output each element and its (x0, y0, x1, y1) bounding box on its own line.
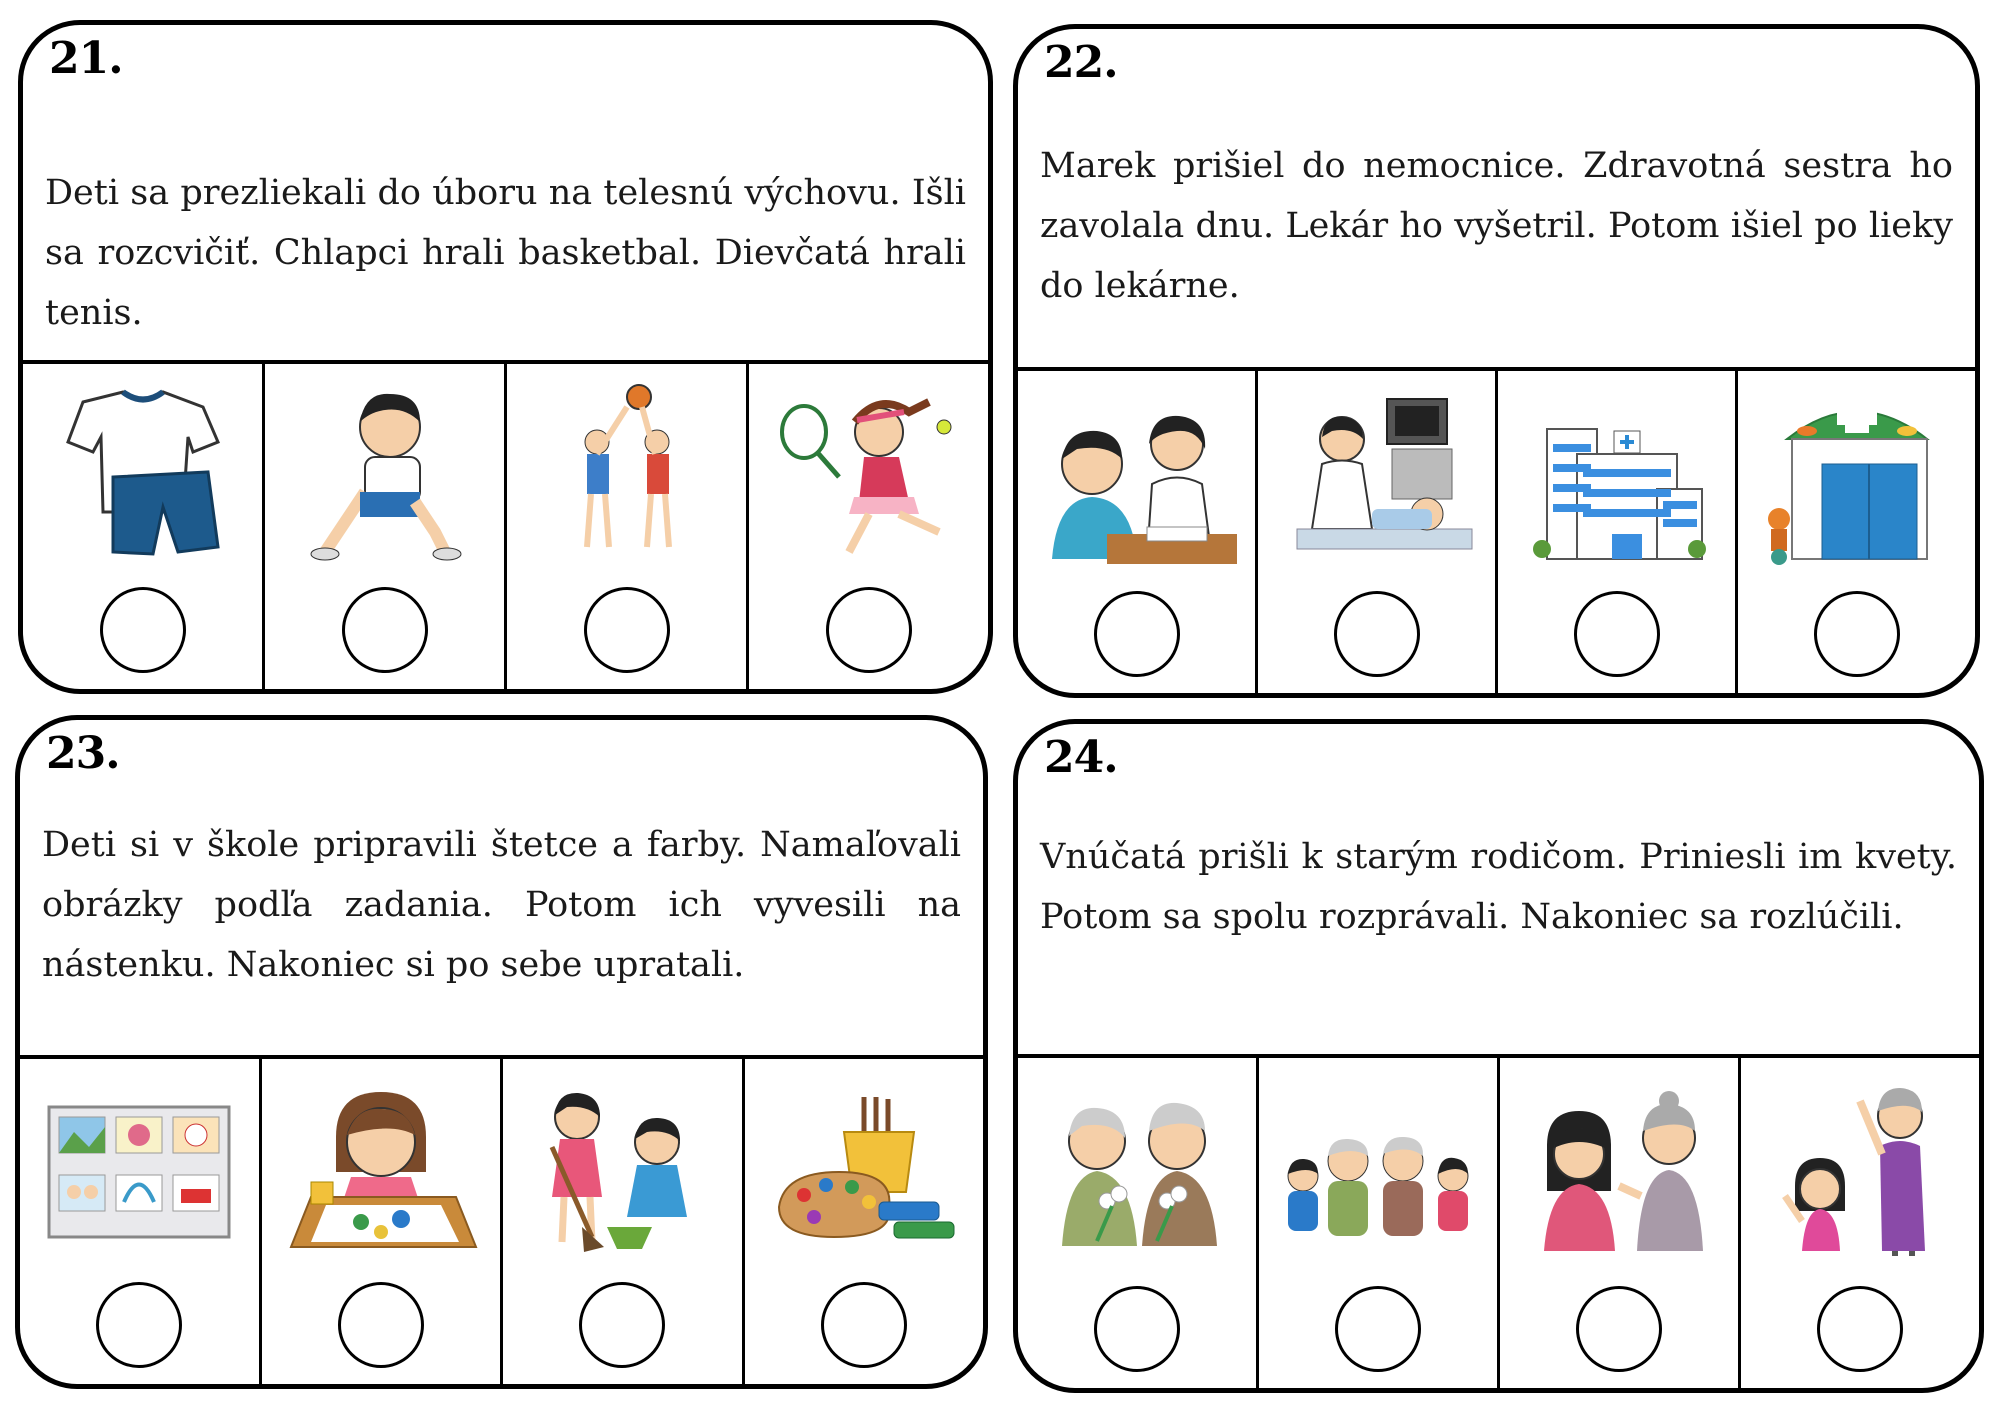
answer-circle[interactable] (1576, 1286, 1662, 1372)
answer-circle[interactable] (1817, 1286, 1903, 1372)
pe-uniform-clothes-icon (43, 382, 243, 562)
picture-row (20, 1055, 983, 1384)
waving-goodbye-icon (1760, 1076, 1960, 1256)
answer-circle[interactable] (338, 1282, 424, 1368)
hospital-building-icon (1517, 389, 1717, 569)
answer-circle[interactable] (1814, 591, 1900, 677)
picture-option-3 (504, 364, 746, 689)
picture-option-4 (1735, 371, 1975, 693)
card-number: 21. (49, 33, 123, 84)
picture-option-4 (742, 1059, 984, 1384)
picture-option-4 (746, 364, 988, 689)
doctor-examining-patient-icon (1277, 389, 1477, 569)
boy-stretching-icon (285, 382, 485, 562)
picture-option-1 (20, 1059, 259, 1384)
picture-row (1018, 367, 1975, 693)
picture-row (23, 360, 988, 689)
story-text: Vnúčatá prišli k starým rodičom. Priniesli im kvety. Potom sa spolu rozprávali. Nakoniec sa rozlúčili. (1040, 837, 1957, 937)
picture-option-4 (1738, 1058, 1979, 1388)
children-cleaning-up-icon (522, 1077, 722, 1257)
answer-circle[interactable] (584, 587, 670, 673)
picture-option-2 (259, 1059, 501, 1384)
answer-circle[interactable] (100, 587, 186, 673)
pictures-on-bulletin-board-icon (39, 1077, 239, 1257)
task-card-24 (1013, 719, 1984, 1393)
answer-circle[interactable] (342, 587, 428, 673)
girl-talking-to-grandmother-icon (1519, 1076, 1719, 1256)
answer-circle[interactable] (1094, 591, 1180, 677)
story-text: Deti si v škole pripravili štetce a farby. Namaľovali obrázky podľa zadania. Potom ich vyvesili na nástenku. Nakoniec si po sebe upratali. (42, 825, 961, 985)
nurse-calling-patient-icon (1037, 389, 1237, 569)
answer-circle[interactable] (1335, 1286, 1421, 1372)
boys-playing-basketball-icon (527, 382, 727, 562)
grandparents-with-flowers-icon (1037, 1076, 1237, 1256)
answer-circle[interactable] (579, 1282, 665, 1368)
pharmacy-building-icon (1757, 389, 1957, 569)
story-text: Deti sa prezliekali do úboru na telesnú výchovu. Išli sa rozcvičiť. Chlapci hrali basketbal. Dievčatá hrali tenis. (45, 173, 966, 333)
task-card-22 (1013, 24, 1980, 698)
girl-playing-tennis-icon (769, 382, 969, 562)
picture-row (1018, 1054, 1979, 1388)
answer-circle[interactable] (821, 1282, 907, 1368)
card-number: 23. (46, 728, 120, 779)
answer-circle[interactable] (826, 587, 912, 673)
task-card-21 (18, 20, 993, 694)
picture-option-1 (1018, 371, 1255, 693)
family-with-grandparents-icon (1278, 1076, 1478, 1256)
paints-and-brushes-icon (764, 1077, 964, 1257)
answer-circle[interactable] (1334, 591, 1420, 677)
answer-circle[interactable] (1574, 591, 1660, 677)
picture-option-1 (23, 364, 262, 689)
picture-option-3 (500, 1059, 742, 1384)
picture-option-1 (1018, 1058, 1256, 1388)
story-text: Marek prišiel do nemocnice. Zdravotná sestra ho zavolala dnu. Lekár ho vyšetril. Potom išiel po lieky do lekárne. (1040, 146, 1953, 306)
picture-option-2 (1256, 1058, 1497, 1388)
girl-painting-icon (281, 1077, 481, 1257)
card-number: 22. (1044, 37, 1118, 88)
picture-option-3 (1495, 371, 1735, 693)
picture-option-2 (262, 364, 504, 689)
answer-circle[interactable] (96, 1282, 182, 1368)
picture-option-2 (1255, 371, 1495, 693)
picture-option-3 (1497, 1058, 1738, 1388)
card-number: 24. (1044, 732, 1118, 783)
answer-circle[interactable] (1094, 1286, 1180, 1372)
task-card-23 (15, 715, 988, 1389)
